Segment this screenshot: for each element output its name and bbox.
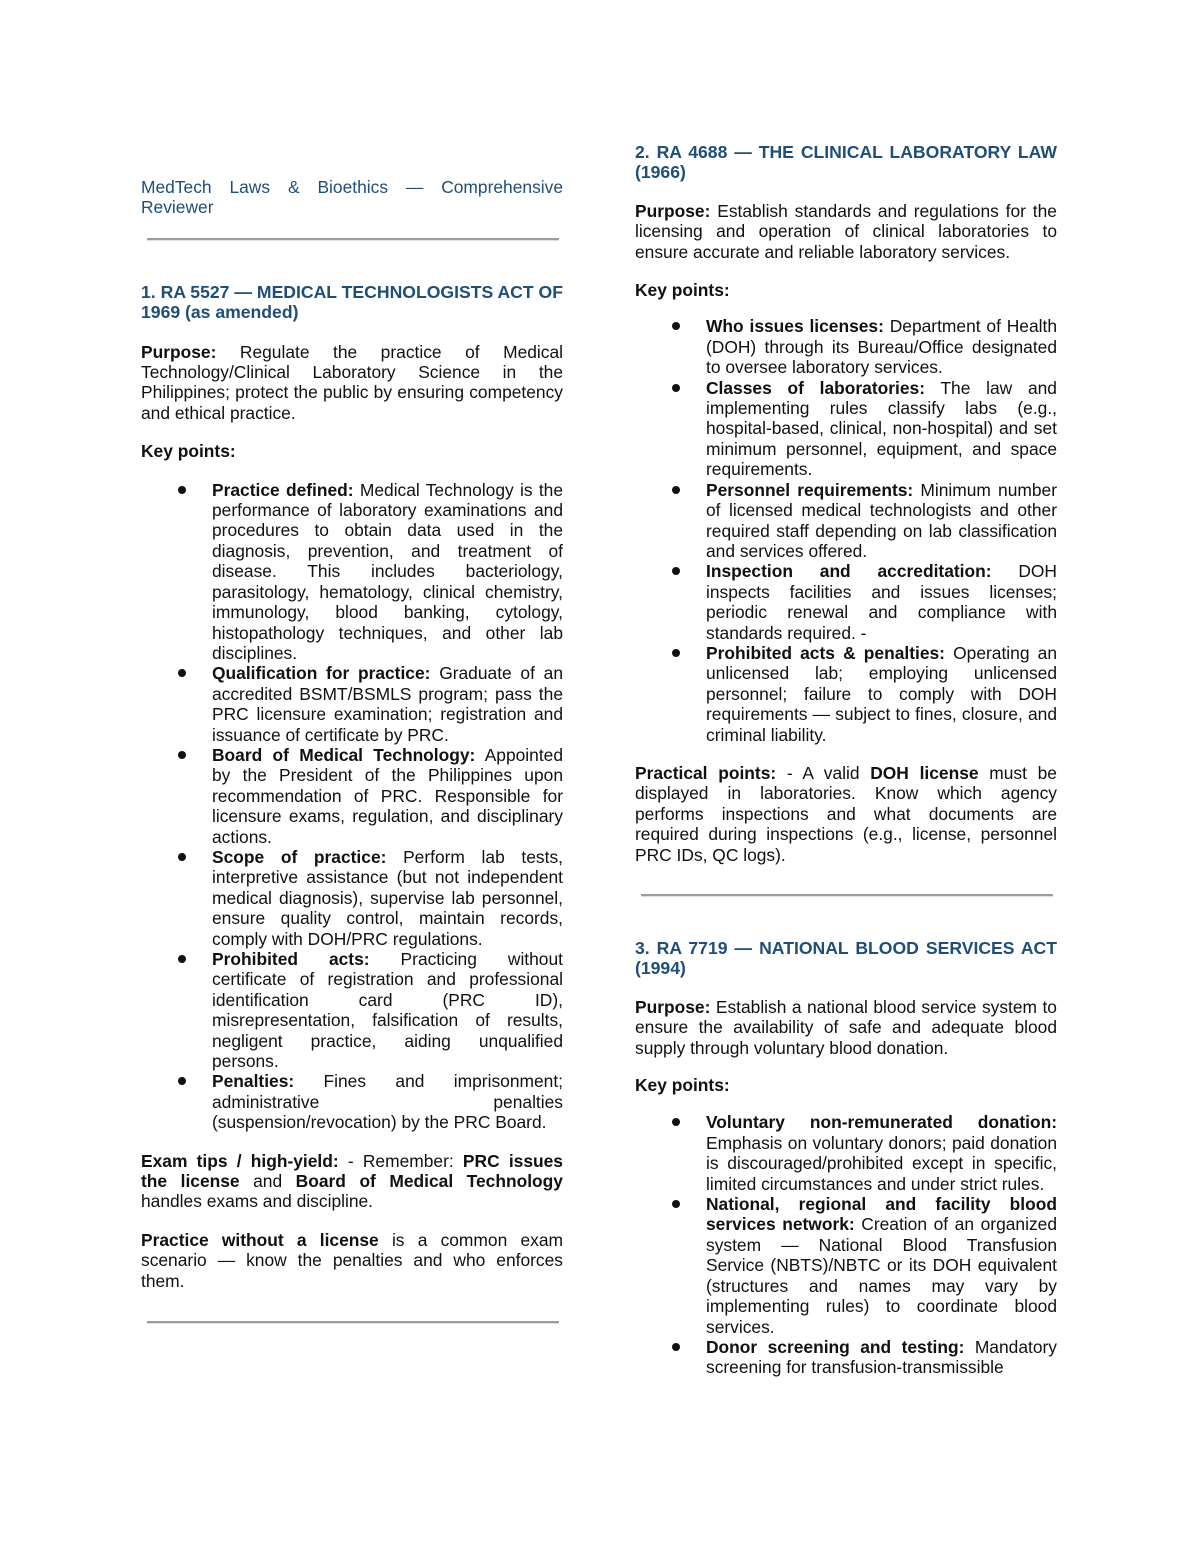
bullet-icon xyxy=(178,853,186,861)
bullet-label: Prohibited acts & penalties: xyxy=(706,642,945,663)
horizontal-rule xyxy=(147,1321,559,1324)
bullet-text: Creation of an organized system — National Blood Transfusion Service (NBTS)/NBTC or its DOH equivalent (structures and names may vary by implementing rules) to coordinate blood services. xyxy=(706,1214,1057,1337)
exam-tips-text: handles exams and discipline. xyxy=(141,1191,374,1212)
practical-points-text: must be displayed in laboratories. Know which agency performs inspections and what documents are required during inspections (e.g., license, personnel PRC IDs, QC logs). xyxy=(635,762,1057,865)
exam-tips-text: and xyxy=(253,1171,283,1192)
bullet-text: Medical Technology is the performance of laboratory examinations and procedures to obtain data used in the diagnosis, prevention, and treatment of disease. This includes bacteriology, parasitology, hematology, clinical chemistry, immunology, blood banking, cytology, histopathology techniques, and other lab disciplines. xyxy=(212,479,563,663)
bullet-icon xyxy=(672,486,680,494)
practice-note-text: is a common exam scenario — know the penalties and who enforces them. xyxy=(141,1229,563,1291)
key-points-list xyxy=(635,1112,1057,1377)
purpose-paragraph xyxy=(635,201,1057,262)
section-heading: 1. RA 5527 — MEDICAL TECHNOLOGISTS ACT OF 1969 (as amended) xyxy=(141,281,563,323)
list-item xyxy=(635,378,1057,480)
bullet-text: Practicing without certificate of registration and professional identification card (PRC ID), misrepresentation, falsification of results, negligent practice, aiding unqualified persons. xyxy=(212,949,563,1072)
exam-tips-emphasis: Board of Medical Technology xyxy=(295,1171,563,1192)
key-points-label: Key points: xyxy=(635,1075,730,1096)
bullet-icon xyxy=(672,1200,680,1208)
list-item xyxy=(635,1112,1057,1194)
bullet-label: Scope of practice: xyxy=(212,846,387,867)
bullet-text: Operating an unlicensed lab; employing unlicensed personnel; failure to comply with DOH requirements — subject to fines, closure, and criminal liability. xyxy=(706,642,1057,745)
purpose-text: Establish standards and regulations for the licensing and operation of clinical laboratories to ensure accurate and reliable laboratory services. xyxy=(635,200,1057,262)
bullet-icon xyxy=(178,669,186,677)
bullet-text: Graduate of an accredited BSMT/BSMLS program; pass the PRC licensure examination; registration and issuance of certificate by PRC. xyxy=(212,663,563,745)
practical-points-paragraph xyxy=(635,763,1057,865)
bullet-icon xyxy=(672,567,680,575)
list-item xyxy=(141,745,563,847)
bullet-text: DOH inspects facilities and issues licenses; periodic renewal and compliance with standards required. - xyxy=(706,561,1057,643)
bullet-icon xyxy=(178,486,186,494)
bullet-label: Who issues licenses: xyxy=(706,316,884,337)
right-column xyxy=(635,142,1057,1378)
bullet-label: Penalties: xyxy=(212,1071,295,1092)
document-title: MedTech Laws & Bioethics — Comprehensive Reviewer xyxy=(141,177,563,218)
list-item xyxy=(141,1071,563,1132)
list-item xyxy=(141,847,563,949)
bullet-label: Board of Medical Technology: xyxy=(212,744,476,765)
list-item xyxy=(635,480,1057,562)
list-item xyxy=(635,1194,1057,1337)
purpose-paragraph xyxy=(141,342,563,424)
bullet-icon xyxy=(178,955,186,963)
list-item xyxy=(635,561,1057,643)
bullet-label: Personnel requirements: xyxy=(706,479,914,500)
key-points-label: Key points: xyxy=(635,280,730,301)
practice-note-paragraph xyxy=(141,1230,563,1291)
bullet-label: Practice defined: xyxy=(212,479,354,500)
purpose-paragraph xyxy=(635,997,1057,1058)
bullet-text: Emphasis on voluntary donors; paid donation is discouraged/prohibited except in specific, limited circumstances and under strict rules. xyxy=(706,1132,1057,1194)
exam-tips-text: - Remember: xyxy=(347,1150,454,1171)
bullet-label: National, regional and facility blood services network: xyxy=(706,1194,1057,1235)
purpose-label: Purpose: xyxy=(635,200,711,221)
list-item xyxy=(635,1337,1057,1378)
bullet-text: Mandatory screening for transfusion-transmissible xyxy=(706,1336,1057,1378)
bullet-label: Classes of laboratories: xyxy=(706,377,925,398)
exam-tips-label: Exam tips / high-yield: xyxy=(141,1150,339,1171)
key-points-list xyxy=(141,480,563,1133)
bullet-label: Donor screening and testing: xyxy=(706,1336,965,1357)
bullet-text: Perform lab tests, interpretive assistance (but not independent medical diagnosis), supervise lab personnel, ensure quality control, maintain records, comply with DOH/PRC regulations. xyxy=(212,846,563,949)
bullet-label: Inspection and accreditation: xyxy=(706,561,992,582)
purpose-text: Establish a national blood service system to ensure the availability of safe and adequate blood supply through voluntary blood donation. xyxy=(635,996,1057,1058)
section-heading: 3. RA 7719 — NATIONAL BLOOD SERVICES ACT (1994) xyxy=(635,938,1057,979)
bullet-icon xyxy=(178,1077,186,1085)
key-points-list xyxy=(635,316,1057,745)
practical-points-text: - A valid xyxy=(786,762,860,783)
practical-points-emphasis: DOH license xyxy=(870,762,979,783)
bullet-text: The law and implementing rules classify labs (e.g., hospital-based, clinical, non-hospital) and set minimum personnel, equipment, and space requirements. xyxy=(706,377,1057,480)
purpose-label: Purpose: xyxy=(635,996,711,1017)
exam-tips-emphasis: PRC issues the license xyxy=(141,1150,563,1192)
exam-tips-paragraph xyxy=(141,1151,563,1212)
list-item xyxy=(141,949,563,1071)
practice-note-emphasis: Practice without a license xyxy=(141,1229,379,1250)
list-item xyxy=(635,316,1057,377)
bullet-text: Fines and imprisonment; administrative penalties (suspension/revocation) by the PRC Board. xyxy=(212,1071,563,1133)
section-heading: 2. RA 4688 — THE CLINICAL LABORATORY LAW (1966) xyxy=(635,142,1057,183)
bullet-icon xyxy=(672,1118,680,1126)
purpose-text: Regulate the practice of Medical Technology/Clinical Laboratory Science in the Philippines; protect the public by ensuring competency and ethical practice. xyxy=(141,341,564,423)
bullet-text: Appointed by the President of the Philippines upon recommendation of PRC. Responsible for licensure exams, regulation, and disciplinary actions. xyxy=(212,744,564,847)
left-column xyxy=(141,177,563,1324)
bullet-icon xyxy=(672,322,680,330)
bullet-text: Minimum number of licensed medical technologists and other required staff depending on lab classification and services offered. xyxy=(706,479,1057,561)
bullet-icon xyxy=(178,751,186,759)
bullet-label: Prohibited acts: xyxy=(212,949,370,969)
list-item xyxy=(635,643,1057,745)
practical-points-label: Practical points: xyxy=(635,762,777,783)
bullet-icon xyxy=(672,384,680,392)
purpose-label: Purpose: xyxy=(141,341,217,362)
list-item xyxy=(141,663,563,745)
list-item xyxy=(141,480,563,664)
bullet-label: Qualification for practice: xyxy=(212,663,431,684)
bullet-text: Department of Health (DOH) through its Bureau/Office designated to oversee laboratory services. xyxy=(706,316,1057,378)
bullet-icon xyxy=(672,649,680,657)
bullet-icon xyxy=(672,1343,680,1351)
bullet-label: Voluntary non-remunerated donation: xyxy=(706,1112,1057,1133)
key-points-label: Key points: xyxy=(141,441,236,462)
